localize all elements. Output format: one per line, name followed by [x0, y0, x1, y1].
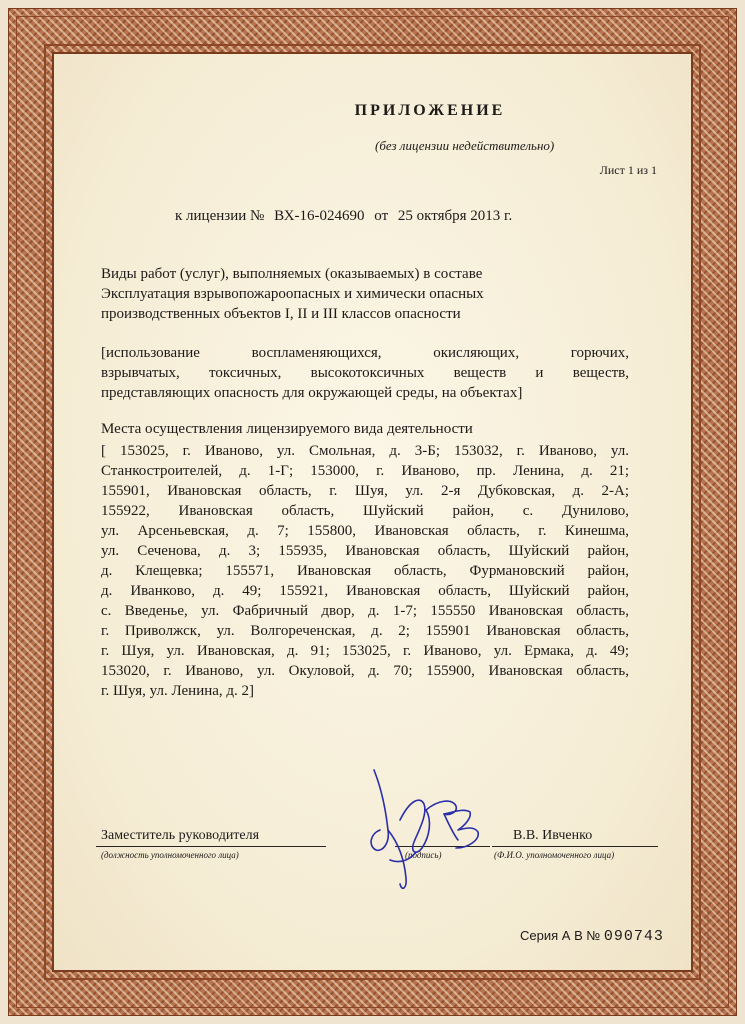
places-line: 155922, Ивановская область, Шуйский район, с. Дунилово,: [101, 503, 629, 519]
caption-name: (Ф.И.О. уполномоченного лица): [494, 850, 615, 860]
places-line: ул. Сеченова, д. 3; 155935, Ивановская область, Шуйский район,: [101, 543, 629, 559]
places-line: д. Иванково, д. 49; 155921, Ивановская область, Шуйский район,: [101, 583, 629, 599]
places-line: ул. Арсеньевская, д. 7; 155800, Ивановская область, г. Кинешма,: [101, 523, 629, 539]
scope-line: [использование воспламеняющихся, окисляющих, горючих,: [101, 345, 629, 361]
places-line: 155901, Ивановская область, г. Шуя, ул. 2-я Дубковская, д. 2-А;: [101, 483, 629, 499]
scope-line: взрывчатых, токсичных, высокотоксичных веществ и веществ,: [101, 365, 629, 381]
role-underline: [96, 846, 326, 847]
places-line: с. Введенье, ул. Фабричный двор, д. 1-7; 155550 Ивановская область,: [101, 603, 629, 619]
caption-signature: (подпись): [405, 850, 442, 860]
places-title: Места осуществления лицензируемого вида деятельности: [101, 421, 473, 437]
works-block: [101, 264, 629, 324]
works-line: Виды работ (услуг), выполняемых (оказываемых) в составе: [101, 266, 483, 282]
document-title: ПРИЛОЖЕНИЕ: [354, 102, 506, 119]
series-number: 090743: [603, 928, 664, 945]
places-line: [ 153025, г. Иваново, ул. Смольная, д. 3-Б; 153032, г. Иваново, ул.: [101, 443, 629, 459]
document-subtitle: (без лицензии недействительно): [375, 138, 555, 153]
sheet-number: Лист 1 из 1: [599, 163, 657, 177]
name-underline: [492, 846, 658, 847]
form-series: [520, 928, 664, 945]
license-number: ВХ-16-024690: [274, 208, 365, 224]
signatory-name: В.В. Ивченко: [513, 828, 593, 843]
places-block: [101, 441, 629, 701]
license-date: 25 октября 2013 г.: [397, 208, 513, 224]
signatory-role: Заместитель руководителя: [101, 828, 260, 843]
places-line: 153020, г. Иваново, ул. Окуловой, д. 70; 155900, Ивановская область,: [101, 663, 629, 679]
caption-role: (должность уполномоченного лица): [101, 850, 239, 860]
series-letters: А В №: [561, 928, 601, 943]
places-line: г. Шуя, ул. Ленина, д. 2]: [101, 683, 255, 699]
scope-block: [101, 343, 629, 403]
printer-imprint: [703, 905, 713, 1005]
works-line: производственных объектов I, II и III классов опасности: [101, 306, 461, 322]
works-line: Эксплуатация взрывопожароопасных и химически опасных: [101, 286, 484, 302]
series-label: Серия: [520, 928, 559, 943]
places-line: г. Шуя, ул. Ивановская, д. 91; 153025, г. Иваново, ул. Ермака, д. 49;: [101, 643, 629, 659]
places-line: Станкостроителей, д. 1-Г; 153000, г. Иваново, пр. Ленина, д. 21;: [101, 463, 629, 479]
license-date-prefix: от: [374, 208, 389, 224]
places-line: г. Приволжск, ул. Волгореченская, д. 2; 155901 Ивановская область,: [101, 623, 629, 639]
handwritten-signature: [360, 760, 500, 900]
scope-line: представляющих опасность для окружающей среды, на объектах]: [101, 385, 523, 401]
places-line: д. Клещевка; 155571, Ивановская область, Фурмановский район,: [101, 563, 629, 579]
license-prefix: к лицензии №: [175, 208, 265, 224]
license-reference: [175, 208, 518, 225]
